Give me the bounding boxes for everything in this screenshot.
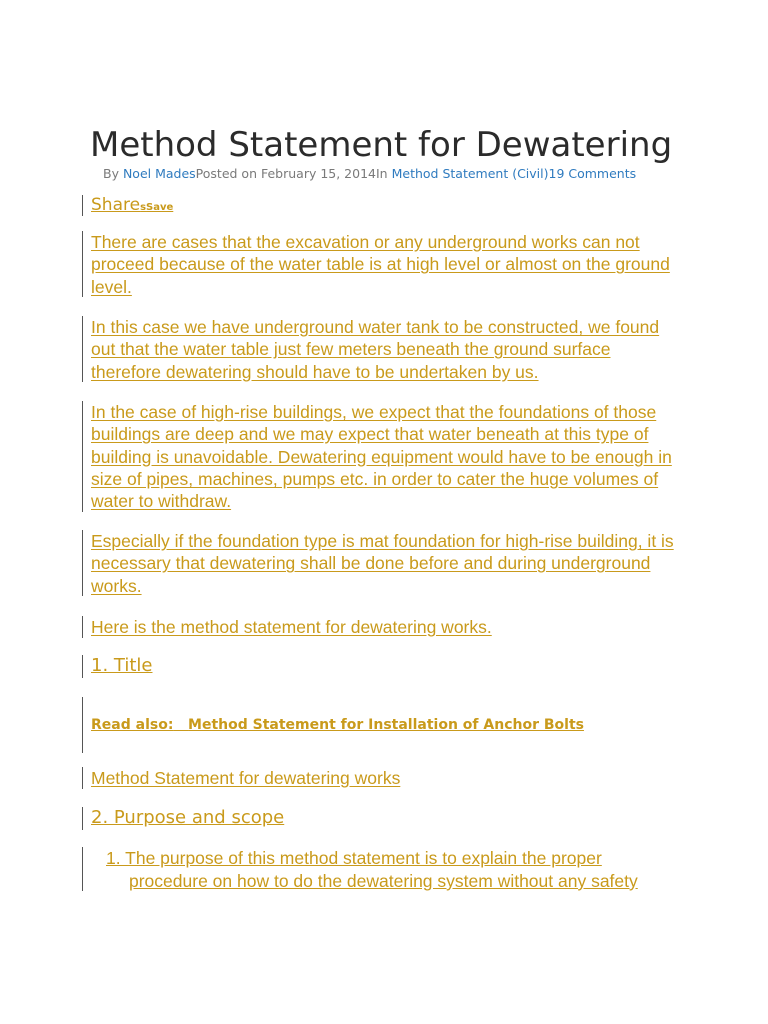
section-heading-block (82, 807, 682, 830)
paragraph-block (82, 767, 682, 789)
paragraph[interactable]: There are cases that the excavation or any underground works can not proceed because of the water table is at high level or almost on the ground level. (91, 232, 670, 297)
paragraph-block (82, 231, 682, 297)
page-title: Method Statement for Dewatering (90, 125, 673, 165)
save-button[interactable]: Save (146, 202, 174, 213)
share-block (82, 195, 682, 216)
method-statement-title-text[interactable]: Method Statement for dewatering works (91, 768, 401, 788)
byline-in: In (376, 166, 392, 181)
category-link[interactable]: Method Statement (Civil) (391, 166, 549, 181)
section-heading-title[interactable]: 1. Title (91, 655, 153, 676)
paragraph[interactable]: Especially if the foundation type is mat foundation for high-rise building, it is necessary that dewatering shall be done before and during underground works. (91, 531, 674, 596)
read-also-block (82, 697, 682, 753)
byline-by: By (103, 166, 123, 181)
paragraph[interactable]: Here is the method statement for dewatering works. (91, 617, 492, 637)
read-also-title: Method Statement for Installation of Anchor Bolts (188, 717, 584, 733)
share-count: s (140, 202, 147, 213)
paragraph-block (82, 616, 682, 638)
paragraph-block (82, 530, 682, 596)
section-heading-block (82, 655, 682, 678)
share-label: Share (91, 195, 141, 215)
list-item[interactable]: 1. The purpose of this method statement is to explain the proper procedure on how to do the dewatering system without any safety (106, 848, 638, 891)
list-block (82, 847, 682, 891)
author-link[interactable]: Noel Mades (122, 166, 196, 181)
section-heading-purpose[interactable]: 2. Purpose and scope (91, 807, 285, 828)
article-byline (103, 165, 636, 182)
posted-date: Posted on February 15, 2014 (195, 166, 376, 181)
paragraph[interactable]: In the case of high-rise buildings, we expect that the foundations of those buildings are deep and we may expect that water beneath at this type of building is unavoidable. Dewatering equipment would have to be enough in size of pipes, machines, pumps etc. in order to cater the huge volumes of water to withdraw. (91, 402, 672, 512)
comments-link[interactable]: 19 Comments (548, 166, 637, 181)
paragraph[interactable]: In this case we have underground water tank to be constructed, we found out that the water table just few meters beneath the ground surface therefore dewatering should have to be undertaken by us. (91, 317, 660, 382)
paragraph-block (82, 316, 682, 382)
read-also-label: Read also: (91, 717, 174, 733)
read-also-link[interactable] (91, 716, 682, 734)
paragraph-block (82, 401, 682, 512)
share-link[interactable] (91, 195, 173, 215)
